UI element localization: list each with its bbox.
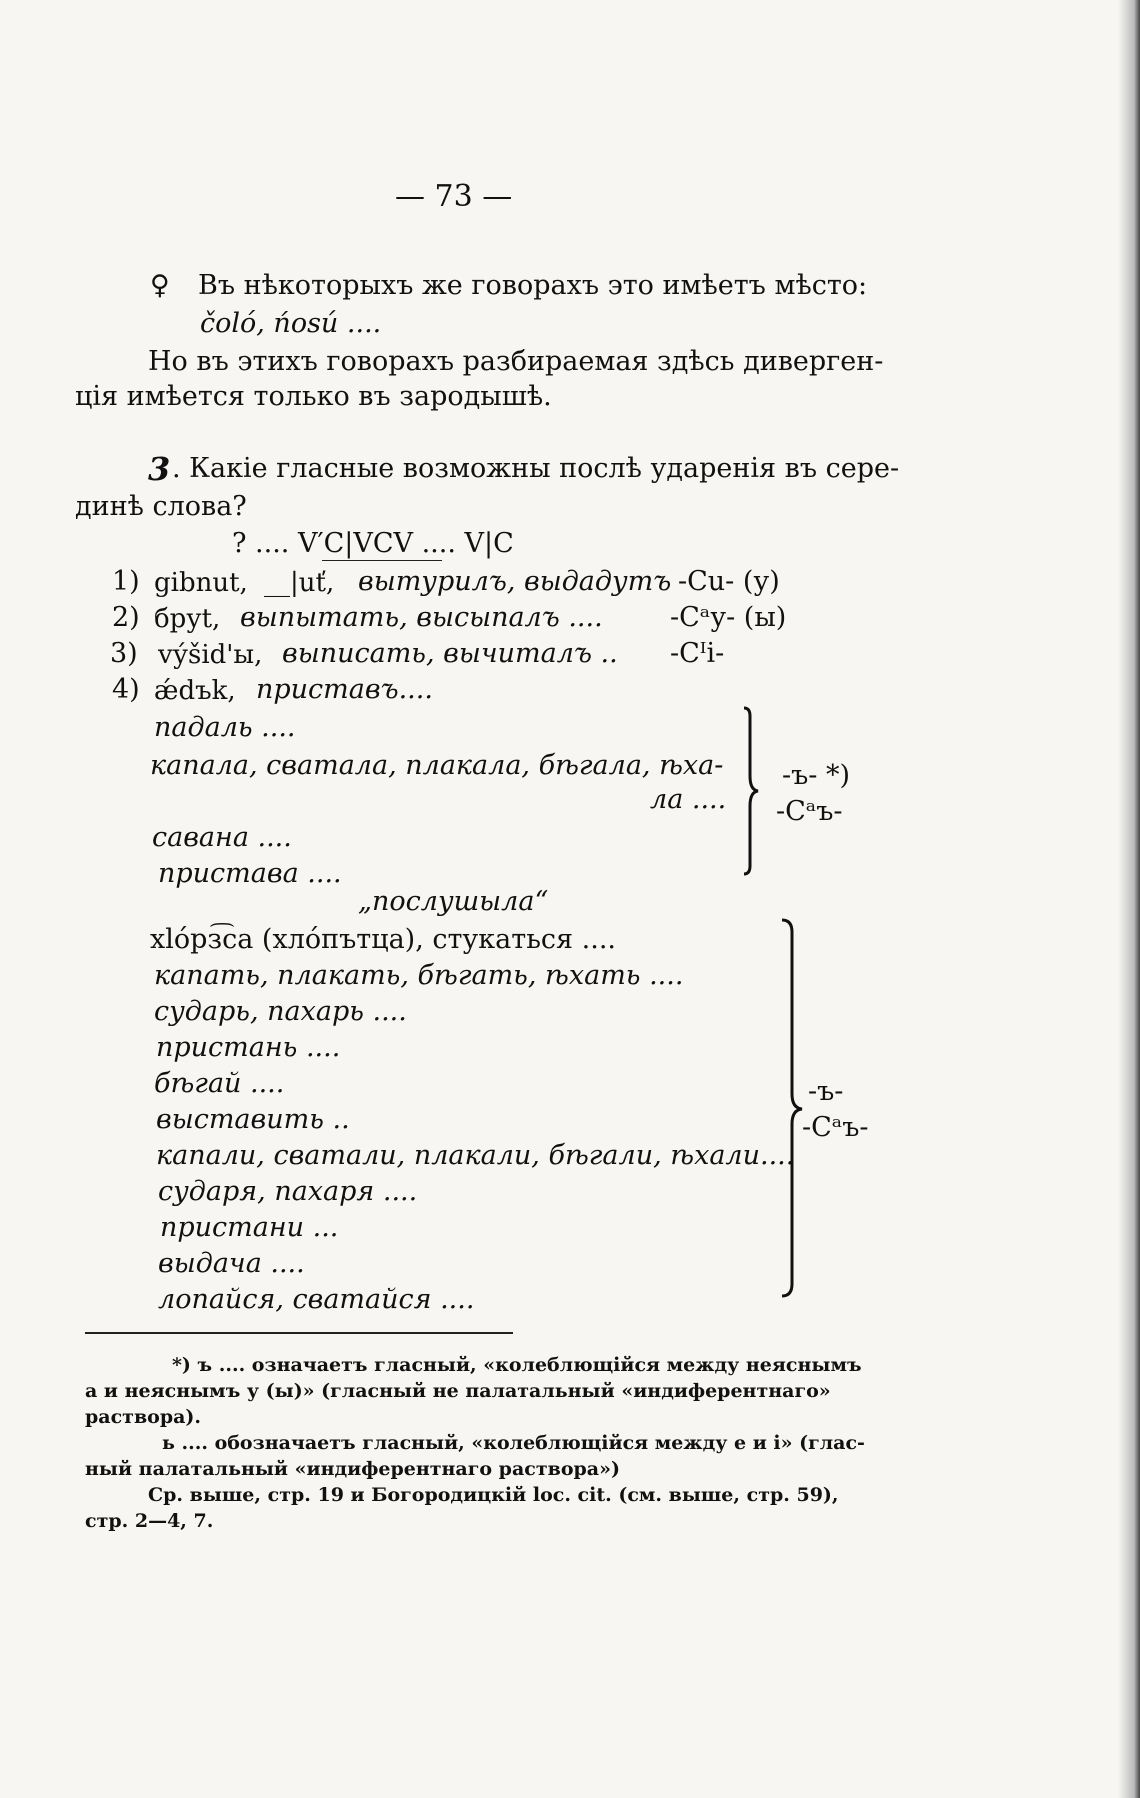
group2-result-2: -Cᵃъ- bbox=[802, 1112, 869, 1143]
row-3-words: выписать, вычиталъ .. bbox=[282, 638, 618, 669]
formula: ? .... V′C|VCV .... V|C bbox=[232, 528, 514, 559]
group1-item-3: ла .... bbox=[650, 784, 727, 815]
row-3-example: vу́šid'ы, bbox=[158, 640, 263, 670]
row-1-example-b: __|uť, bbox=[264, 568, 335, 598]
note-symbol: ♀ bbox=[150, 270, 170, 301]
row-1-result: -Cu- (у) bbox=[678, 566, 780, 597]
group2-result-1: -ъ- bbox=[808, 1076, 844, 1107]
section-question-2: динѣ слова? bbox=[75, 491, 247, 522]
footnote-rule bbox=[85, 1332, 513, 1334]
group2-item-9: пристани ... bbox=[160, 1212, 339, 1243]
page-number: — 73 — bbox=[395, 179, 513, 214]
group1-result-1: -ъ- *) bbox=[782, 760, 851, 791]
row-4-words: приставъ.... bbox=[256, 674, 433, 705]
row-1-example: gibnut, bbox=[154, 568, 248, 598]
row-2-example: бруt, bbox=[154, 604, 221, 634]
group1-item-2: капала, сватала, плакала, бѣгала, ѣха- bbox=[150, 750, 724, 781]
footnote-line-4: ь .... обозначаетъ гласный, «колеблющійся между е и і» (глас- bbox=[162, 1432, 865, 1454]
group2-item-5: бѣгай .... bbox=[154, 1068, 285, 1099]
group1-brace bbox=[740, 706, 764, 876]
group1-item-5: пристава .... bbox=[158, 858, 342, 889]
group2-brace bbox=[778, 918, 808, 1298]
group1-item-1: падаль .... bbox=[154, 712, 296, 743]
text-line-2: čolо́, ńosú .... bbox=[200, 308, 382, 339]
footnote-line-6: Ср. выше, стр. 19 и Богородицкій loc. cit. (см. выше, стр. 59), bbox=[148, 1484, 839, 1506]
group2-item-6: выставить .. bbox=[156, 1104, 350, 1135]
row-4-example: ǽdъk, bbox=[154, 676, 236, 706]
page-edge-shadow bbox=[1118, 0, 1140, 1798]
quote-word: „послушыла“ bbox=[358, 886, 549, 917]
section-question-1: . Какіе гласные возможны послѣ ударенія въ сере- bbox=[172, 453, 900, 484]
text-line-3: Но въ этихъ говорахъ разбираемая здѣсь диверген- bbox=[148, 346, 884, 377]
group1-item-4: савана .... bbox=[152, 822, 292, 853]
footnote-line-7: стр. 2—4, 7. bbox=[85, 1510, 214, 1532]
row-3-result: -Cᴵi- bbox=[670, 638, 725, 669]
group2-item-8: сударя, пахаря .... bbox=[158, 1176, 418, 1207]
text-line-4: ція имѣется только въ зародышѣ. bbox=[75, 381, 552, 412]
group2-item-10: выдача .... bbox=[158, 1248, 305, 1279]
row-4-number: 4) bbox=[112, 674, 140, 705]
row-2-words: выпытать, высыпалъ .... bbox=[240, 602, 603, 633]
row-3-number: 3) bbox=[110, 638, 138, 669]
row-2-result: -Cᵃу- (ы) bbox=[670, 602, 787, 633]
group2-item-2: капать, плакать, бѣгать, ѣхать .... bbox=[154, 960, 684, 991]
group2-item-11: лопайся, сватайся .... bbox=[158, 1284, 475, 1315]
footnote-line-1: *) ъ .... означаетъ гласный, «колеблющійся между неяснымъ bbox=[172, 1354, 862, 1376]
section-number: 3 bbox=[148, 450, 171, 488]
group2-item-1: хlо́рз͡са (хло́пътца), стукаться .... bbox=[150, 924, 616, 955]
group1-result-2: -Cᵃъ- bbox=[776, 796, 843, 827]
group2-item-4: пристань .... bbox=[156, 1032, 341, 1063]
group2-item-7: капали, сватали, плакали, бѣгали, ѣхали.... bbox=[156, 1140, 795, 1171]
text-line-1: Въ нѣкоторыхъ же говорахъ это имѣетъ мѣсто: bbox=[198, 270, 868, 301]
formula-overline bbox=[322, 560, 442, 561]
row-1-number: 1) bbox=[112, 566, 140, 597]
footnote-line-3: раствора). bbox=[85, 1406, 202, 1428]
row-1-words: вытурилъ, выдадутъ bbox=[358, 566, 672, 597]
row-2-number: 2) bbox=[112, 602, 140, 633]
footnote-line-5: ный палатальный «индиферентнаго раствора») bbox=[85, 1458, 620, 1480]
group2-item-3: сударь, пахарь .... bbox=[154, 996, 407, 1027]
footnote-line-2: а и неяснымъ у (ы)» (гласный не палатальный «индиферентнаго» bbox=[85, 1380, 831, 1402]
